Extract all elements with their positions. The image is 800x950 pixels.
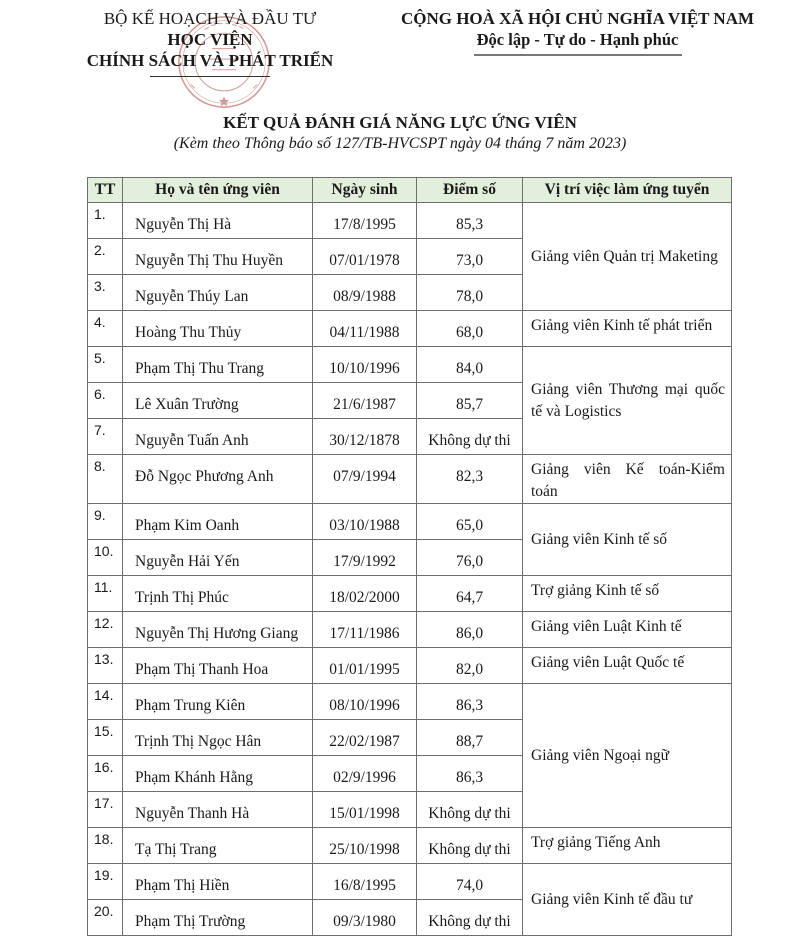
birth-date: 09/3/1980 [313,900,417,936]
col-header-name: Họ và tên ứng viên [123,178,313,203]
score: 82,3 [417,455,523,504]
score: 65,0 [417,504,523,540]
score: 64,7 [417,576,523,612]
row-number: 8. [88,455,123,504]
row-number: 12. [88,612,123,648]
score: 73,0 [417,239,523,275]
score: 74,0 [417,864,523,900]
position: Giảng viên Luật Kinh tế [523,612,732,648]
table-row [88,455,732,504]
table-row [88,828,732,864]
row-number: 10. [88,540,123,576]
row-number: 6. [88,383,123,419]
candidate-name: Nguyễn Thúy Lan [123,275,313,311]
position: Giảng viên Luật Quốc tế [523,648,732,684]
row-number: 17. [88,792,123,828]
candidate-name: Đỗ Ngọc Phương Anh [123,455,313,504]
score: 88,7 [417,720,523,756]
institution-name-line2: CHÍNH SÁCH VÀ PHÁT TRIỂN [86,51,334,70]
header-underline [150,76,270,77]
candidate-name: Nguyễn Thị Hương Giang [123,612,313,648]
row-number: 15. [88,720,123,756]
score: 86,3 [417,684,523,720]
table-row [88,684,732,720]
ministry-name: BỘ KẾ HOẠCH VÀ ĐẦU TƯ [103,9,317,28]
score: 84,0 [417,347,523,383]
institution-name-line1: HỌC VIỆN [167,30,253,49]
candidate-name: Nguyễn Thị Thu Huyền [123,239,313,275]
national-header [380,8,775,56]
score: 86,0 [417,612,523,648]
candidate-name: Nguyễn Thị Hà [123,203,313,239]
birth-date: 03/10/1988 [313,504,417,540]
birth-date: 01/01/1995 [313,648,417,684]
col-header-tt: TT [88,178,123,203]
birth-date: 25/10/1998 [313,828,417,864]
birth-date: 07/01/1978 [313,239,417,275]
row-number: 16. [88,756,123,792]
candidate-name: Trịnh Thị Ngọc Hân [123,720,313,756]
candidate-name: Phạm Trung Kiên [123,684,313,720]
row-number: 13. [88,648,123,684]
birth-date: 02/9/1996 [313,756,417,792]
candidate-name: Phạm Khánh Hằng [123,756,313,792]
row-number: 7. [88,419,123,455]
col-header-position: Vị trí việc làm ứng tuyển [523,178,732,203]
position: Giảng viên Kinh tế phát triển [523,311,732,347]
table-row [88,504,732,540]
row-number: 18. [88,828,123,864]
candidate-results-table [87,177,732,936]
candidate-name: Nguyễn Tuấn Anh [123,419,313,455]
position-line: Giảng viên Thương mại quốc [531,380,725,398]
position [523,455,732,504]
candidate-name: Trịnh Thị Phúc [123,576,313,612]
col-header-score: Điểm số [417,178,523,203]
position-line: Giảng viên Kế toán-Kiểm [531,461,725,478]
score: 85,7 [417,383,523,419]
position: Giảng viên Kinh tế đầu tư [523,864,732,936]
table-row [88,648,732,684]
score: 76,0 [417,540,523,576]
candidate-name: Nguyễn Thanh Hà [123,792,313,828]
row-number: 9. [88,504,123,540]
position: Giảng viên Ngoại ngữ [523,684,732,828]
row-number: 19. [88,864,123,900]
score: Không dự thi [417,900,523,936]
position-line: tế và Logistics [531,402,622,420]
birth-date: 17/8/1995 [313,203,417,239]
position-line: toán [531,483,558,500]
table-row [88,203,732,239]
table-row [88,347,732,383]
table-row [88,311,732,347]
row-number: 20. [88,900,123,936]
row-number: 11. [88,576,123,612]
score: 86,3 [417,756,523,792]
birth-date: 08/10/1996 [313,684,417,720]
candidate-name: Phạm Thị Thu Trang [123,347,313,383]
candidate-name: Nguyễn Hải Yến [123,540,313,576]
birth-date: 18/02/2000 [313,576,417,612]
birth-date: 17/11/1986 [313,612,417,648]
birth-date: 10/10/1996 [313,347,417,383]
birth-date: 17/9/1992 [313,540,417,576]
score: Không dự thi [417,828,523,864]
score: 68,0 [417,311,523,347]
candidate-name: Phạm Thị Hiền [123,864,313,900]
candidate-name: Phạm Thị Thanh Hoa [123,648,313,684]
row-number: 4. [88,311,123,347]
birth-date: 08/9/1988 [313,275,417,311]
birth-date: 22/02/1987 [313,720,417,756]
candidate-name: Lê Xuân Trường [123,383,313,419]
birth-date: 04/11/1988 [313,311,417,347]
row-number: 3. [88,275,123,311]
agency-header [60,8,360,77]
motto-underline [474,54,682,56]
row-number: 2. [88,239,123,275]
birth-date: 07/9/1994 [313,455,417,504]
score: 78,0 [417,275,523,311]
candidate-name: Phạm Thị Trường [123,900,313,936]
position: Trợ giảng Tiếng Anh [523,828,732,864]
table-row [88,576,732,612]
score: 85,3 [417,203,523,239]
score: 82,0 [417,648,523,684]
table-header-row [88,178,732,203]
col-header-dob: Ngày sinh [313,178,417,203]
birth-date: 15/01/1998 [313,792,417,828]
row-number: 1. [88,203,123,239]
birth-date: 30/12/1878 [313,419,417,455]
table-row [88,864,732,900]
row-number: 14. [88,684,123,720]
birth-date: 16/8/1995 [313,864,417,900]
score: Không dự thi [417,792,523,828]
candidate-name: Tạ Thị Trang [123,828,313,864]
table-row [88,612,732,648]
candidate-name: Phạm Kim Oanh [123,504,313,540]
position: Giảng viên Quản trị Maketing [523,203,732,311]
position: Trợ giảng Kinh tế số [523,576,732,612]
position: Giảng viên Kinh tế số [523,504,732,576]
position [523,347,732,455]
document-subtitle: (Kèm theo Thông báo số 127/TB-HVCSPT ngày 04 tháng 7 năm 2023) [173,135,627,152]
score: Không dự thi [417,419,523,455]
nation-name: CỘNG HOÀ XÃ HỘI CHỦ NGHĨA VIỆT NAM [400,9,755,28]
candidate-name: Hoàng Thu Thủy [123,311,313,347]
birth-date: 21/6/1987 [313,383,417,419]
national-motto: Độc lập - Tự do - Hạnh phúc [476,30,679,49]
row-number: 5. [88,347,123,383]
document-title: KẾT QUẢ ĐÁNH GIÁ NĂNG LỰC ỨNG VIÊN [223,113,577,132]
